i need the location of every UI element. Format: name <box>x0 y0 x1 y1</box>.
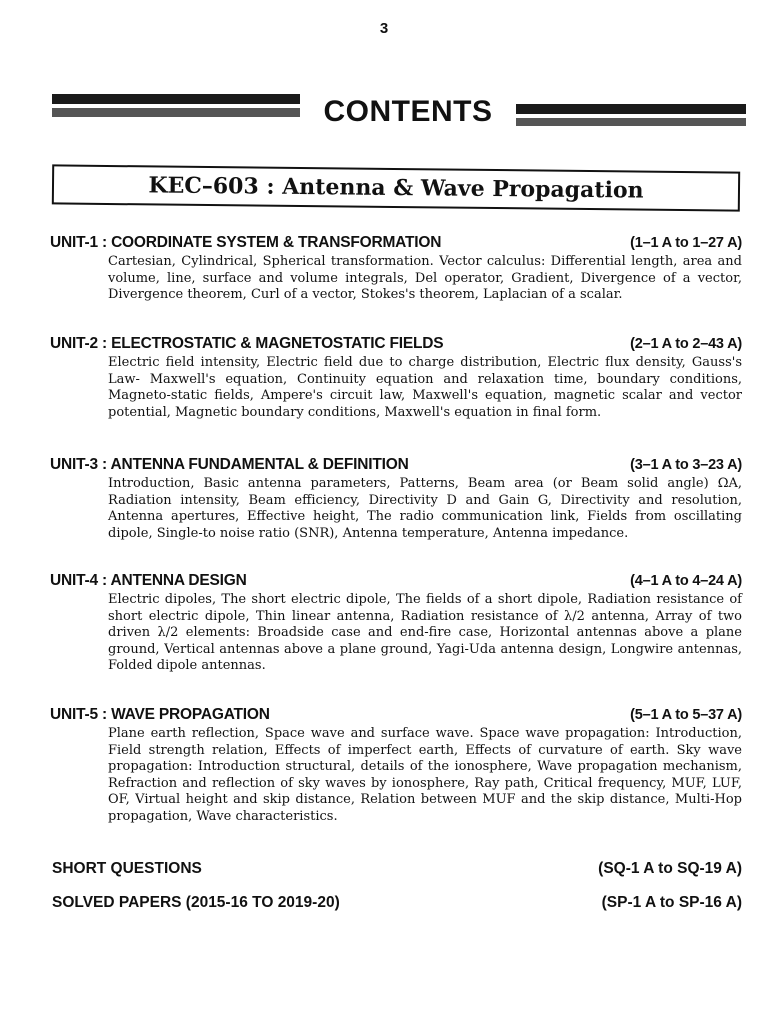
unit-title: UNIT-3 : ANTENNA FUNDAMENTAL & DEFINITION <box>50 456 409 473</box>
short-questions-row <box>52 860 742 878</box>
contents-banner <box>52 92 746 132</box>
solved-papers-label: SOLVED PAPERS (2015-16 TO 2019-20) <box>52 894 340 911</box>
unit-section-1 <box>50 234 742 304</box>
decorative-bar <box>52 108 300 117</box>
unit-page-range: (5–1 A to 5–37 A) <box>630 707 742 723</box>
unit-description: Electric dipoles, The short electric dipole, The fields of a short dipole, Radiation resistance of short electric dipole, Thin linear antenna, Radiation resistance of λ/2 antenna, Array of two driven λ/2 elements: Broadside case and end-fire case, Horizontal antennas above a plane ground, Vertical antennas above a plane ground, Yagi-Uda antenna design, Longwire antennas, Folded dipole antennas. <box>108 592 742 673</box>
unit-page-range: (4–1 A to 4–24 A) <box>630 573 742 589</box>
short-questions-label: SHORT QUESTIONS <box>52 860 202 877</box>
unit-description: Electric field intensity, Electric field due to charge distribution, Electric flux density, Gauss's Law- Maxwell's equation, Continuity equation and relaxation time, boundary conditions, Magneto-static fields, Ampere's circuit law, Maxwell's equation, magnetic scalar and vector potential, Magnetic boundary conditions, Maxwell's equation in final form. <box>108 355 742 420</box>
unit-description: Introduction, Basic antenna parameters, Patterns, Beam area (or Beam solid angle) ΩA, Radiation intensity, Beam efficiency, Directivity D and Gain G, Directivity and resolution, Antenna apertures, Effective height, The radio communication link, Fields from oscillating dipole, Single-to noise ratio (SNR), Antenna temperature, Antenna impedance. <box>108 476 742 541</box>
unit-description: Cartesian, Cylindrical, Spherical transformation. Vector calculus: Differential length, area and volume, line, surface and volume integrals, Del operator, Gradient, Divergence of a vector, Divergence theorem, Curl of a vector, Stokes's theorem, Laplacian of a scalar. <box>108 254 742 302</box>
decorative-bar <box>516 118 746 126</box>
unit-description: Plane earth reflection, Space wave and surface wave. Space wave propagation: Introduction, Field strength relation, Effects of imperfect earth, Effects of curvature of earth. Sky wave propagation: Introduction structural, details of the ionosphere, Wave propagation mechanism, Refraction and reflection of sky waves by ionosphere, Ray path, Critical frequency, MUF, LUF, OF, Virtual height and skip distance, Relation between MUF and the skip distance, Multi-Hop propagation, Wave characteristics. <box>108 726 742 824</box>
short-questions-range: (SQ-1 A to SQ-19 A) <box>598 860 742 877</box>
course-title-box: KEC–603 : Antenna & Wave Propagation <box>52 164 740 211</box>
unit-title: UNIT-1 : COORDINATE SYSTEM & TRANSFORMATION <box>50 234 442 251</box>
unit-title: UNIT-2 : ELECTROSTATIC & MAGNETOSTATIC FIELDS <box>50 335 444 352</box>
unit-section-3 <box>50 456 742 542</box>
unit-page-range: (1–1 A to 1–27 A) <box>630 235 742 251</box>
unit-title: UNIT-4 : ANTENNA DESIGN <box>50 572 247 589</box>
unit-section-4 <box>50 572 742 675</box>
unit-section-5 <box>50 706 742 825</box>
decorative-bar <box>52 94 300 104</box>
unit-title: UNIT-5 : WAVE PROPAGATION <box>50 706 270 723</box>
page-number: 3 <box>379 20 389 37</box>
unit-page-range: (3–1 A to 3–23 A) <box>630 457 742 473</box>
decorative-bar <box>516 104 746 114</box>
solved-papers-range: (SP-1 A to SP-16 A) <box>601 894 742 911</box>
contents-heading: CONTENTS <box>323 95 493 128</box>
solved-papers-row <box>52 894 742 912</box>
unit-section-2 <box>50 335 742 421</box>
unit-page-range: (2–1 A to 2–43 A) <box>630 336 742 352</box>
